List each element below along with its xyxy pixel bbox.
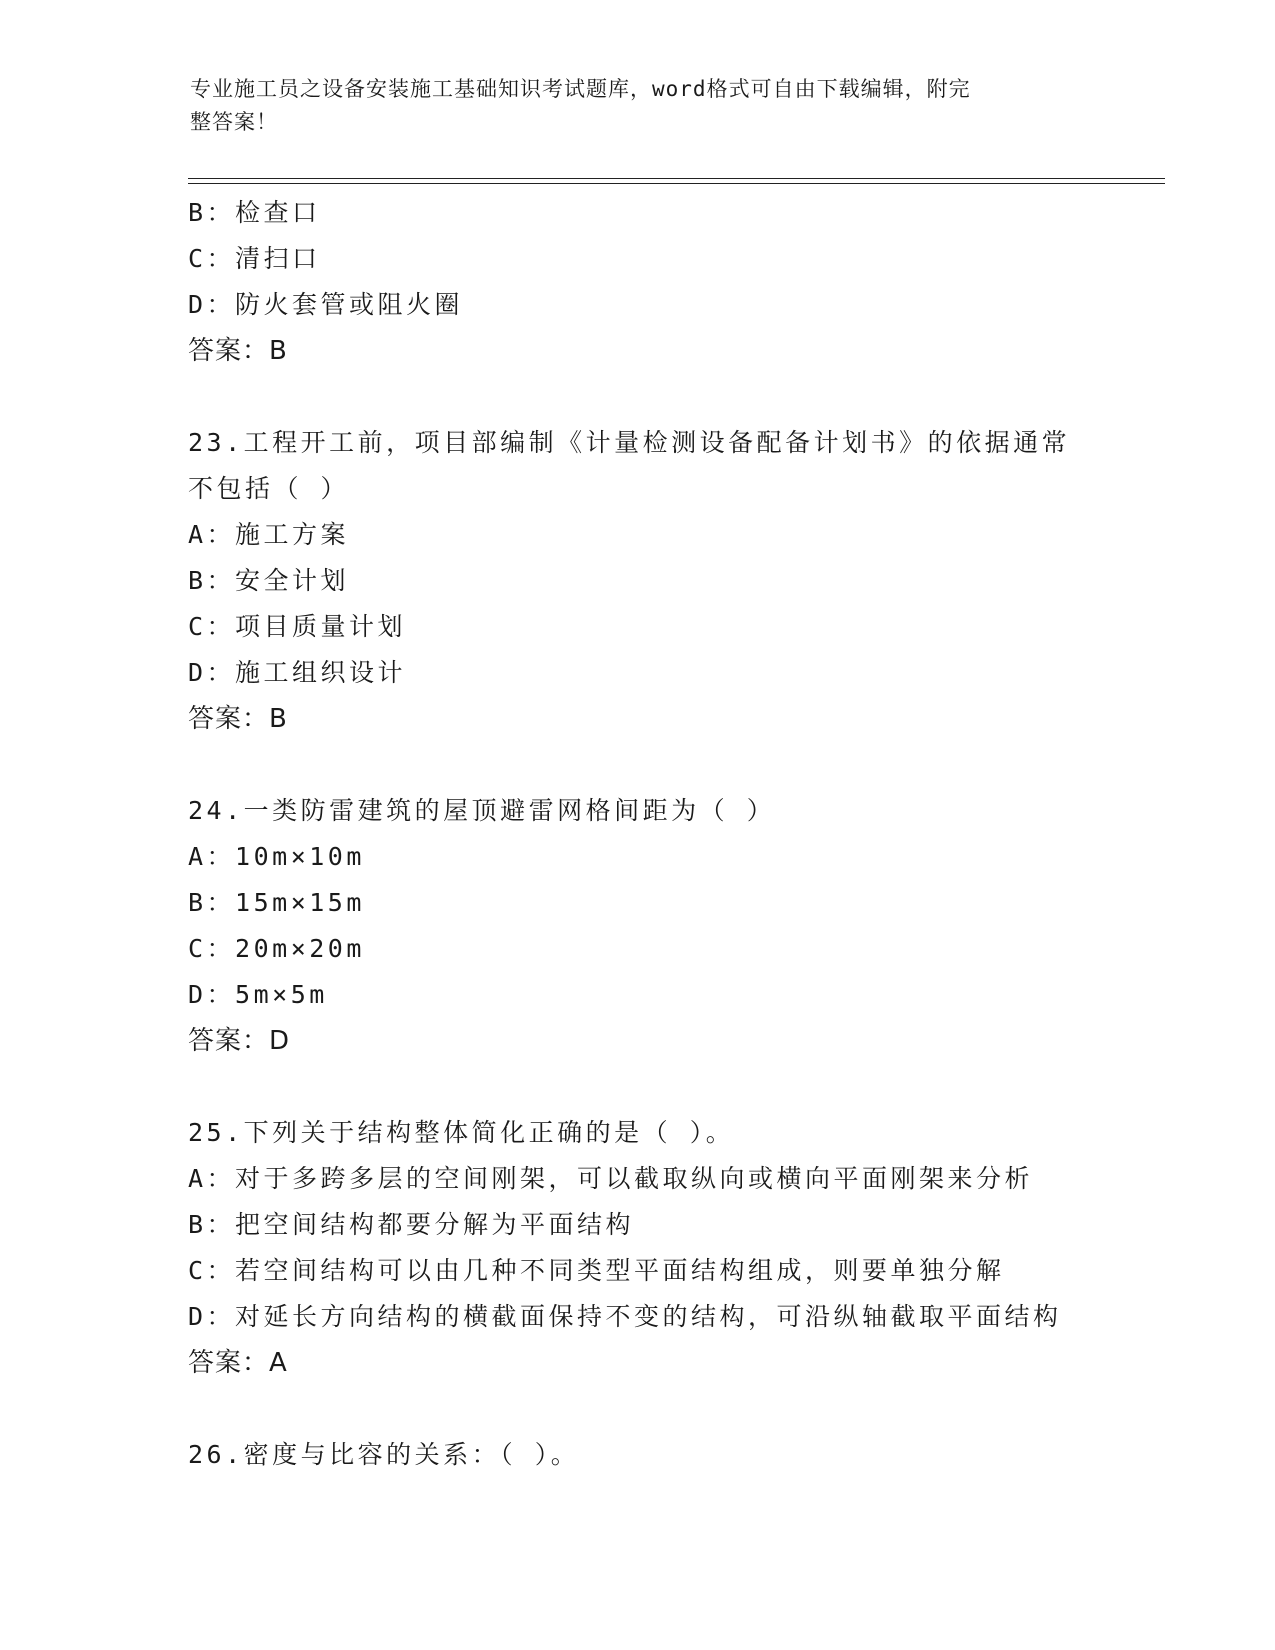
answer: 答案：A bbox=[188, 1348, 288, 1378]
option-a: A：施工方案 bbox=[188, 520, 350, 549]
option-c: C：项目质量计划 bbox=[188, 612, 407, 641]
document-header bbox=[190, 73, 1090, 139]
option-c: C：20m×20m bbox=[188, 934, 365, 963]
answer: 答案：B bbox=[188, 704, 288, 734]
option-d: D：防火套管或阻火圈 bbox=[188, 290, 464, 319]
question-24 bbox=[188, 788, 1148, 1064]
question-22-continued bbox=[188, 190, 1148, 374]
answer: 答案：B bbox=[188, 336, 288, 366]
header-line-2: 整答案！ bbox=[190, 110, 278, 134]
option-a: A：10m×10m bbox=[188, 842, 365, 871]
header-divider-top bbox=[188, 178, 1165, 179]
option-d: D：5m×5m bbox=[188, 980, 328, 1009]
question-stem: 24.一类防雷建筑的屋顶避雷网格间距为（ ） bbox=[188, 796, 776, 825]
option-b: B：安全计划 bbox=[188, 566, 350, 595]
question-26 bbox=[188, 1432, 1148, 1478]
option-b: B：检查口 bbox=[188, 198, 321, 227]
question-stem: 23.工程开工前，项目部编制《计量检测设备配备计划书》的依据通常 bbox=[188, 428, 1071, 457]
answer: 答案：D bbox=[188, 1026, 291, 1056]
option-c: C：清扫口 bbox=[188, 244, 321, 273]
question-stem: 不包括（ ） bbox=[188, 474, 350, 503]
option-a: A：对于多跨多层的空间刚架，可以截取纵向或横向平面刚架来分析 bbox=[188, 1164, 1034, 1193]
option-d: D：对延长方向结构的横截面保持不变的结构，可沿纵轴截取平面结构 bbox=[188, 1302, 1062, 1331]
option-b: B：15m×15m bbox=[188, 888, 365, 917]
header-divider-bottom bbox=[188, 183, 1165, 184]
question-stem: 26.密度与比容的关系：（ ）。 bbox=[188, 1440, 580, 1469]
option-b: B：把空间结构都要分解为平面结构 bbox=[188, 1210, 635, 1239]
header-line-1: 专业施工员之设备安装施工基础知识考试题库，word格式可自由下载编辑，附完 bbox=[190, 77, 971, 101]
option-c: C：若空间结构可以由几种不同类型平面结构组成，则要单独分解 bbox=[188, 1256, 1005, 1285]
question-23 bbox=[188, 420, 1148, 742]
question-list bbox=[188, 190, 1148, 1478]
option-d: D：施工组织设计 bbox=[188, 658, 407, 687]
question-25 bbox=[188, 1110, 1148, 1386]
question-stem: 25.下列关于结构整体简化正确的是（ ）。 bbox=[188, 1118, 735, 1147]
